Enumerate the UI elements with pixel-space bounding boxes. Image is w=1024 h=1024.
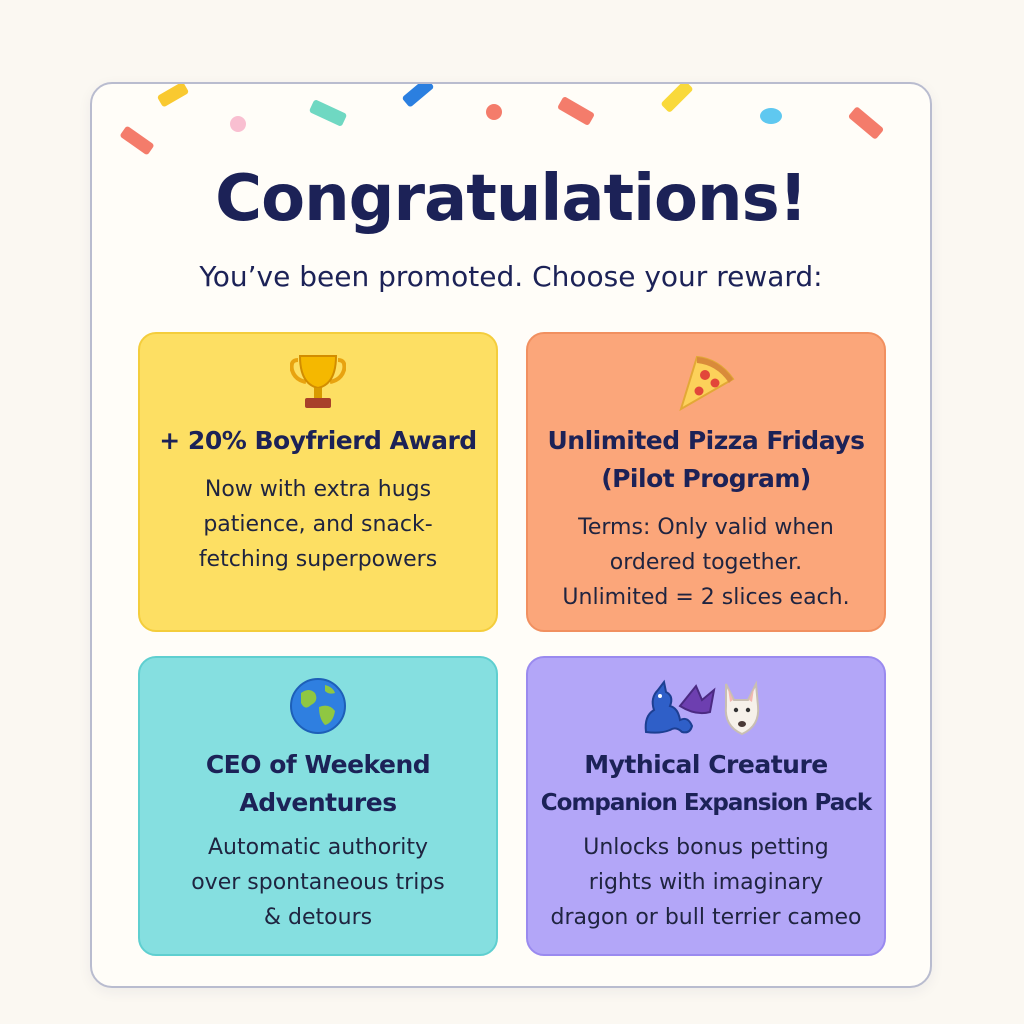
reward-description-line: over spontaneous trips — [191, 870, 445, 895]
reward-title-line: CEO of Weekend — [205, 750, 431, 779]
confetti-piece — [309, 99, 348, 127]
reward-description-line: Terms: Only valid when — [578, 515, 834, 540]
reward-description-line: dragon or bull terrier cameo — [550, 905, 862, 930]
confetti-dot — [760, 108, 782, 124]
reward-description-line: rights with imaginary — [588, 870, 824, 895]
dragon-and-bull-terrier-icon — [528, 674, 884, 738]
reward-option-mythical-creature-pack[interactable] — [526, 656, 886, 956]
reward-description-line: fetching superpowers — [198, 547, 438, 572]
confetti-piece — [157, 82, 189, 108]
confetti-piece — [119, 125, 154, 155]
reward-option-pizza-fridays[interactable] — [526, 332, 886, 632]
reward-option-boyfriend-award[interactable] — [138, 332, 498, 632]
confetti-piece — [557, 96, 595, 126]
page-subtitle: You’ve been promoted. Choose your reward: — [199, 260, 823, 293]
pizza-slice-icon — [528, 350, 884, 414]
reward-description-line: Unlimited = 2 slices each. — [562, 585, 850, 610]
reward-title — [150, 746, 486, 822]
dragon-icon — [646, 682, 714, 733]
reward-description-line: patience, and snack- — [203, 512, 433, 537]
confetti-piece — [660, 82, 693, 113]
confetti-piece — [848, 106, 885, 140]
confetti-dot — [486, 104, 502, 120]
globe-icon — [140, 674, 496, 738]
reward-title-line: (Pilot Program) — [601, 464, 811, 493]
reward-description-line: ordered together. — [609, 550, 803, 575]
bull-terrier-icon — [726, 684, 758, 734]
reward-title: + 20% Boyfrierd Award — [159, 426, 477, 455]
page-title: Congratulations! — [215, 162, 807, 236]
reward-card — [90, 82, 932, 988]
reward-description — [160, 830, 476, 935]
reward-description-line: Automatic authority — [207, 835, 429, 860]
trophy-icon — [140, 350, 496, 414]
confetti-piece — [402, 82, 435, 108]
reward-title — [538, 422, 874, 498]
reward-title-line: Mythical Creature — [584, 750, 828, 779]
reward-description-line: Now with extra hugs — [204, 477, 432, 502]
reward-description — [548, 830, 864, 935]
reward-description-line: Unlocks bonus petting — [583, 835, 829, 860]
reward-title-line: Adventures — [239, 788, 397, 817]
reward-option-ceo-weekend-adventures[interactable] — [138, 656, 498, 956]
reward-description — [160, 472, 476, 577]
reward-title — [538, 746, 874, 822]
reward-title-line: Unlimited Pizza Fridays — [547, 426, 865, 455]
confetti-dot — [230, 116, 246, 132]
reward-title-line: Companion Expansion Pack — [540, 790, 872, 816]
reward-description — [548, 510, 864, 615]
reward-description-line: & detours — [263, 905, 373, 930]
